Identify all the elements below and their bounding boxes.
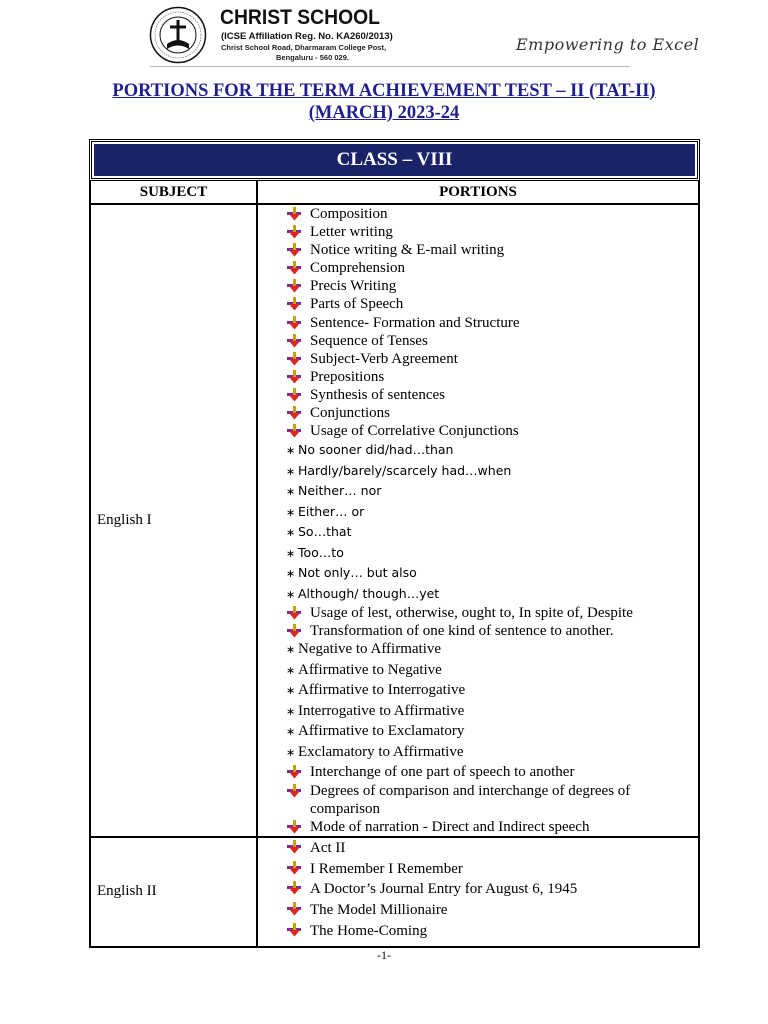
bullet-arrow-icon xyxy=(286,923,302,937)
bullet-arrow-icon xyxy=(286,902,302,916)
sub-topic-item xyxy=(286,481,698,502)
sub-topic-item xyxy=(286,640,698,661)
topic-label: Parts of Speech xyxy=(310,296,404,313)
bullet-arrow-icon xyxy=(286,279,302,293)
topic-label: Notice writing & E-mail writing xyxy=(310,242,505,259)
bullet-arrow-icon xyxy=(286,881,302,895)
asterisk-bullet-icon: ∗ xyxy=(286,526,296,540)
header-divider xyxy=(150,66,630,67)
sub-topic-label: Interrogative to Affirmative xyxy=(298,702,465,719)
asterisk-bullet-icon: ∗ xyxy=(286,546,296,560)
asterisk-bullet-icon: ∗ xyxy=(286,705,296,718)
english-1-topic-list-3 xyxy=(286,763,698,835)
topic-item xyxy=(286,223,698,241)
bullet-arrow-icon xyxy=(286,334,302,348)
asterisk-bullet-icon: ∗ xyxy=(286,485,296,499)
bullet-arrow-icon xyxy=(286,606,302,620)
topic-label: Composition xyxy=(310,206,388,222)
sub-topic-item xyxy=(286,743,698,764)
topic-label: Interchange of one part of speech to another xyxy=(310,764,575,781)
bullet-arrow-icon xyxy=(286,207,302,221)
bullet-arrow-icon xyxy=(286,840,302,854)
sub-topic-label: Although/ though…yet xyxy=(298,585,440,601)
school-header xyxy=(0,0,768,70)
topic-label: I Remember I Remember xyxy=(310,860,463,877)
bullet-arrow-icon xyxy=(286,225,302,239)
portions-cell-english-2 xyxy=(257,837,699,947)
bullet-arrow-icon xyxy=(286,243,302,257)
topic-item xyxy=(286,205,698,223)
topic-item xyxy=(286,763,698,781)
topic-label: Sequence of Tenses xyxy=(310,332,428,349)
asterisk-bullet-icon: ∗ xyxy=(286,464,296,478)
sub-topic-item xyxy=(286,722,698,743)
bullet-arrow-icon xyxy=(286,352,302,366)
bullet-arrow-icon xyxy=(286,820,302,834)
portions-cell-english-1 xyxy=(257,204,699,837)
sub-topic-item xyxy=(286,661,698,682)
asterisk-bullet-icon: ∗ xyxy=(286,567,296,581)
topic-label: Usage of Correlative Conjunctions xyxy=(310,423,519,440)
sub-topic-item xyxy=(286,702,698,723)
topic-item xyxy=(286,622,698,640)
english-1-topic-list-2 xyxy=(286,604,698,640)
topic-label: The Model Millionaire xyxy=(310,902,448,919)
topic-item xyxy=(286,404,698,422)
sub-topic-item xyxy=(286,440,698,461)
bullet-arrow-icon xyxy=(286,316,302,330)
topic-label: Conjunctions xyxy=(310,405,391,422)
english-1-topic-list xyxy=(286,205,698,440)
address-line-2: Bengaluru - 560 029. xyxy=(276,53,349,62)
topic-item xyxy=(286,921,698,942)
bullet-arrow-icon xyxy=(286,406,302,420)
address-line-1: Christ School Road, Dharmaram College Post, xyxy=(221,43,387,52)
portions-table xyxy=(89,139,700,948)
topic-item xyxy=(286,350,698,368)
document-title xyxy=(0,80,768,124)
topic-label: Prepositions xyxy=(310,368,385,385)
topic-item xyxy=(286,332,698,350)
topic-item xyxy=(286,818,698,836)
affiliation-text: (ICSE Affiliation Reg. No. KA260/2013) xyxy=(221,31,393,42)
sub-topic-item xyxy=(286,681,698,702)
sub-topic-label: Too…to xyxy=(298,544,344,560)
asterisk-bullet-icon: ∗ xyxy=(286,726,296,739)
topic-item xyxy=(286,604,698,622)
topic-item xyxy=(286,314,698,332)
topic-item xyxy=(286,879,698,900)
sub-topic-label: Affirmative to Negative xyxy=(298,661,442,678)
topic-item xyxy=(286,368,698,386)
sub-topic-label: Not only… but also xyxy=(298,565,417,581)
bullet-arrow-icon xyxy=(286,424,302,438)
topic-label: Subject-Verb Agreement xyxy=(310,350,458,367)
topic-label: Comprehension xyxy=(310,260,405,277)
school-tagline: Empowering to Excel xyxy=(516,35,700,54)
sub-topic-item xyxy=(286,461,698,482)
topic-label: Mode of narration - Direct and Indirect speech xyxy=(310,818,590,835)
asterisk-bullet-icon: ∗ xyxy=(286,444,296,458)
topic-label: Degrees of comparison and interchange of degrees of comparison xyxy=(310,782,631,817)
sub-topic-label: Hardly/barely/scarcely had…when xyxy=(298,462,512,478)
sub-topic-label: So…that xyxy=(298,524,352,540)
topic-item xyxy=(286,386,698,404)
bullet-arrow-icon xyxy=(286,297,302,311)
class-header-cell xyxy=(90,140,699,180)
bullet-arrow-icon xyxy=(286,765,302,779)
topic-label: The Home-Coming xyxy=(310,922,428,939)
sub-topic-label: No sooner did/had…than xyxy=(298,442,454,458)
bullet-arrow-icon xyxy=(286,784,302,798)
correlative-conjunctions-list xyxy=(286,440,698,604)
sub-topic-label: Either… or xyxy=(298,503,365,519)
sub-topic-label: Neither… nor xyxy=(298,483,382,499)
asterisk-bullet-icon: ∗ xyxy=(286,746,296,759)
english-2-topic-list xyxy=(286,838,698,942)
sub-topic-item xyxy=(286,563,698,584)
title-line-2: (MARCH) 2023-24 xyxy=(308,103,460,123)
bullet-arrow-icon xyxy=(286,261,302,275)
bullet-arrow-icon xyxy=(286,388,302,402)
sub-topic-item xyxy=(286,522,698,543)
school-seal-icon xyxy=(149,6,207,64)
subject-cell-english-2: English II xyxy=(90,837,257,947)
topic-item xyxy=(286,859,698,880)
topic-label: Precis Writing xyxy=(310,278,397,295)
subject-column-header: SUBJECT xyxy=(90,180,257,204)
school-name: CHRIST SCHOOL xyxy=(220,6,380,29)
sub-topic-label: Exclamatory to Affirmative xyxy=(298,743,464,760)
topic-label: Sentence- Formation and Structure xyxy=(310,314,520,331)
topic-label: Letter writing xyxy=(310,224,393,241)
sub-topic-label: Affirmative to Exclamatory xyxy=(298,723,465,740)
title-line-1: PORTIONS FOR THE TERM ACHIEVEMENT TEST – II (TAT-II) xyxy=(112,81,656,101)
topic-label: Synthesis of sentences xyxy=(310,386,445,403)
topic-item xyxy=(286,900,698,921)
subject-cell-english-1: English I xyxy=(90,204,257,837)
sub-topic-label: Negative to Affirmative xyxy=(298,641,442,658)
topic-label: Act II xyxy=(310,839,346,856)
bullet-arrow-icon xyxy=(286,861,302,875)
transformation-list xyxy=(286,640,698,763)
topic-item xyxy=(286,295,698,313)
asterisk-bullet-icon: ∗ xyxy=(286,644,296,657)
topic-label: A Doctor’s Journal Entry for August 6, 1945 xyxy=(310,881,578,898)
asterisk-bullet-icon: ∗ xyxy=(286,685,296,698)
topic-item xyxy=(286,277,698,295)
bullet-arrow-icon xyxy=(286,624,302,638)
asterisk-bullet-icon: ∗ xyxy=(286,505,296,519)
topic-label: Usage of lest, otherwise, ought to, In spite of, Despite xyxy=(310,605,633,622)
class-label: CLASS – VIII xyxy=(92,142,697,178)
bullet-arrow-icon xyxy=(286,370,302,384)
topic-item xyxy=(286,782,698,818)
sub-topic-item xyxy=(286,543,698,564)
topic-item xyxy=(286,241,698,259)
portions-column-header: PORTIONS xyxy=(257,180,699,204)
topic-item xyxy=(286,422,698,440)
asterisk-bullet-icon: ∗ xyxy=(286,664,296,677)
page-number: -1- xyxy=(377,948,391,962)
sub-topic-label: Affirmative to Interrogative xyxy=(298,682,466,699)
asterisk-bullet-icon: ∗ xyxy=(286,587,296,601)
sub-topic-item xyxy=(286,502,698,523)
sub-topic-item xyxy=(286,584,698,605)
topic-label: Transformation of one kind of sentence to another. xyxy=(310,623,614,640)
topic-item xyxy=(286,838,698,859)
topic-item xyxy=(286,259,698,277)
